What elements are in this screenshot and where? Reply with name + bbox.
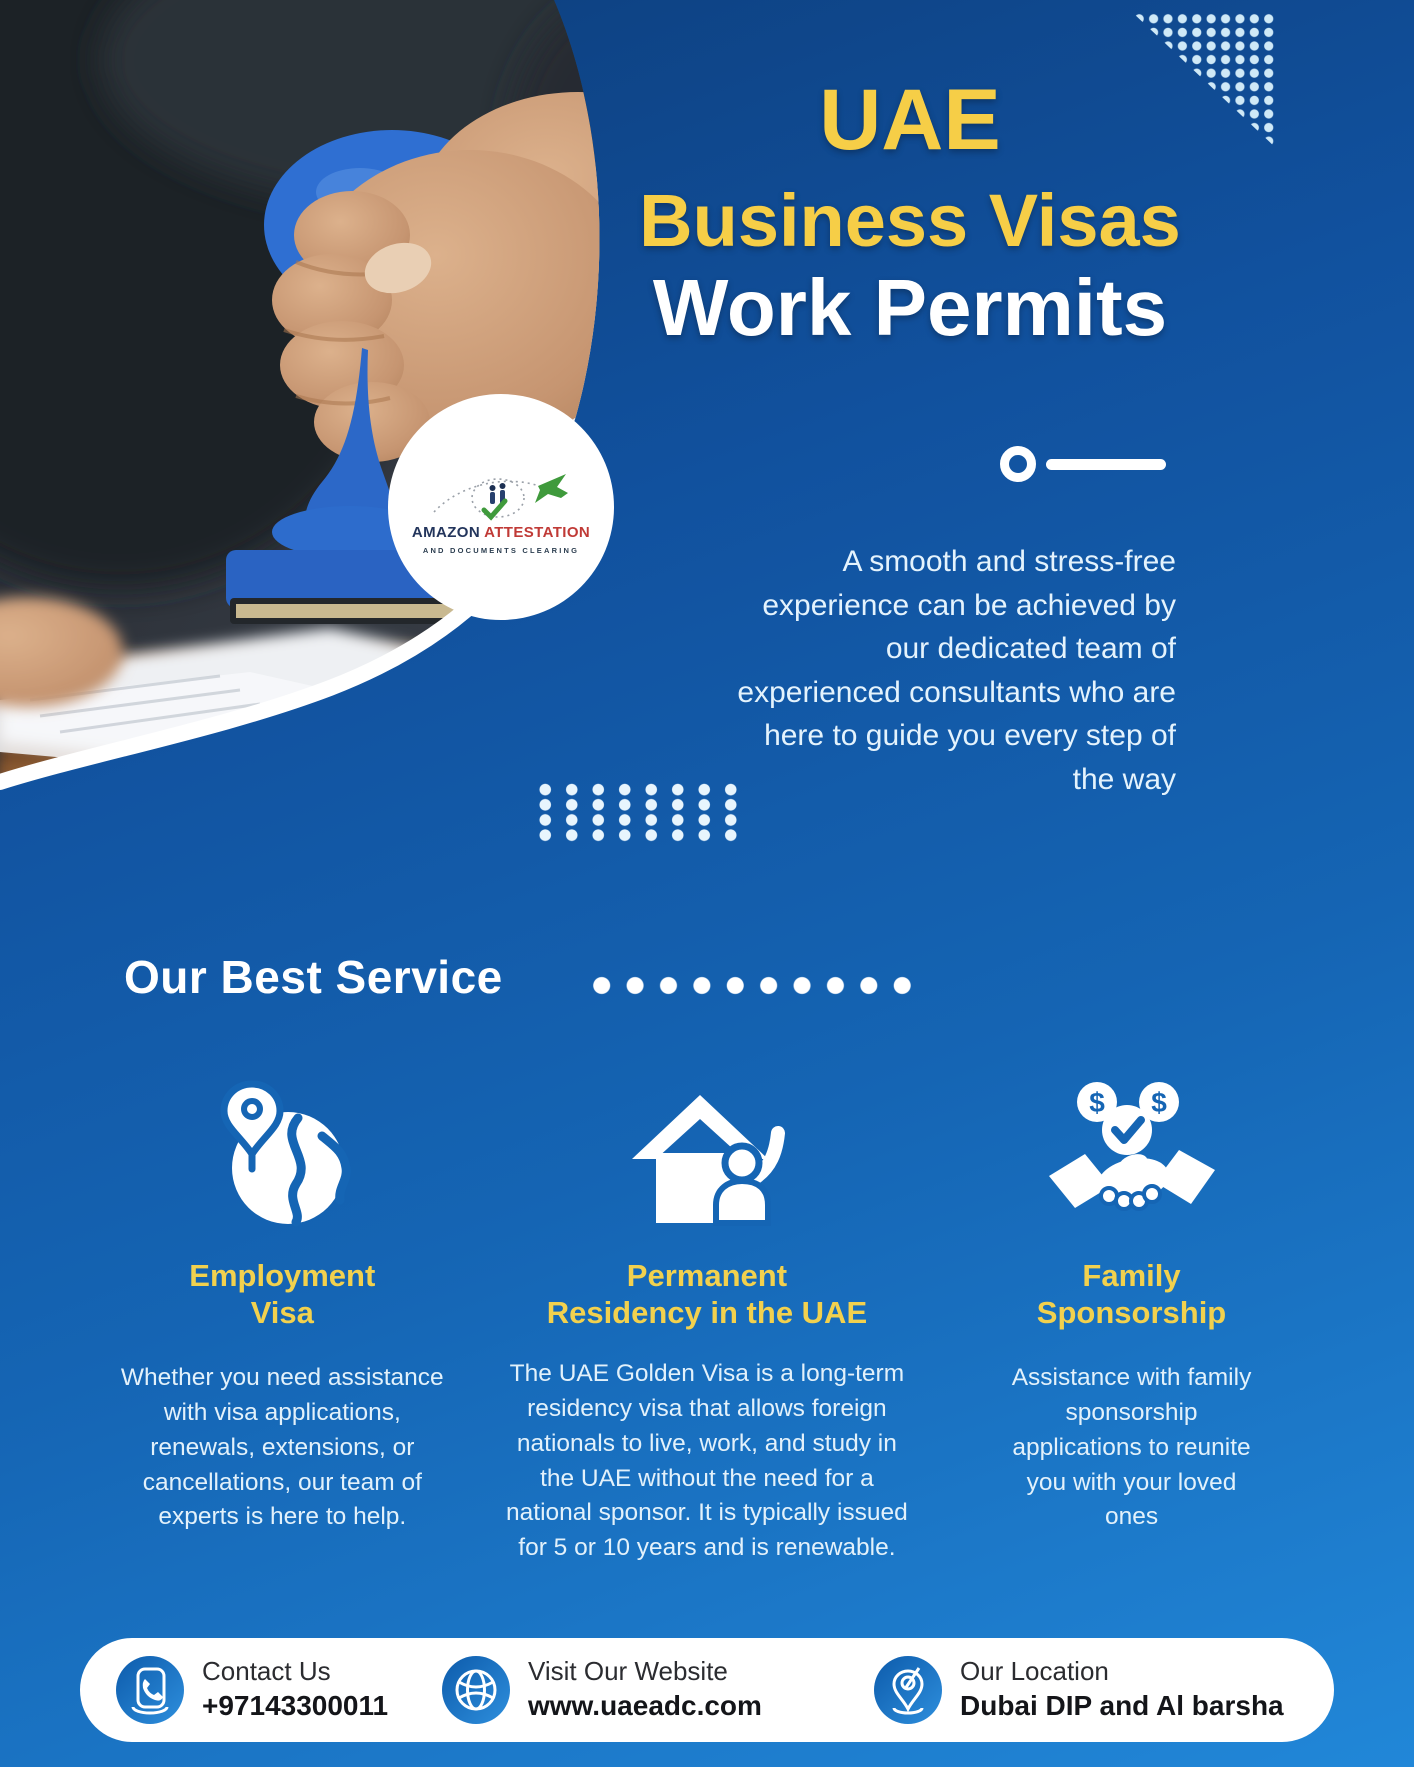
- contact-website[interactable]: [442, 1638, 762, 1742]
- service-family-sponsorship: [919, 1060, 1344, 1566]
- phone-icon: [116, 1656, 184, 1724]
- contact-label: Contact Us: [202, 1656, 331, 1687]
- logo-name: AMAZON ATTESTATION: [411, 523, 591, 541]
- globe-icon: [442, 1656, 510, 1724]
- handshake-money-icon: [1047, 1060, 1217, 1252]
- globe-location-icon: [202, 1060, 362, 1252]
- accent-line-decoration: [1000, 446, 1166, 482]
- location-text[interactable]: Dubai DIP and Al barsha: [960, 1690, 1284, 1722]
- phone-number[interactable]: +97143300011: [202, 1690, 389, 1722]
- poster-title: [602, 72, 1218, 353]
- stamp-photo: [0, 0, 660, 800]
- service-description: Whether you need assistance with visa applications, renewals, extensions, or cancellations, our team of experts is here to help.: [120, 1364, 444, 1531]
- services-section: [70, 1060, 1344, 1566]
- dot-grid-decoration: [532, 782, 744, 843]
- service-employment-visa: [70, 1060, 495, 1566]
- service-title: Permanent Residency in the UAE: [546, 1258, 868, 1330]
- contact-label: Our Location: [960, 1656, 1109, 1687]
- contact-label: Visit Our Website: [528, 1656, 728, 1687]
- service-permanent-residency: [495, 1060, 920, 1566]
- website-url[interactable]: www.uaeadc.com: [528, 1690, 762, 1722]
- contact-bar: [80, 1638, 1334, 1742]
- service-description: The UAE Golden Visa is a long-term residency visa that allows foreign nationals to live, work, and study in the UAE without the need for a national sponsor. It is typically issued for 5 or 10 years and is renewable.: [506, 1360, 908, 1562]
- contact-location[interactable]: [874, 1638, 1284, 1742]
- services-heading: Our Best Service: [124, 951, 503, 1003]
- logo-tagline: AND DOCUMENTS CLEARING: [422, 545, 580, 555]
- title-line-business-visas: Business Visas: [639, 179, 1181, 263]
- contact-phone[interactable]: [116, 1638, 388, 1742]
- location-pin-icon: [874, 1656, 942, 1724]
- travel-plane-logo-icon: [426, 460, 576, 522]
- home-person-icon: [622, 1060, 792, 1252]
- accent-bar: [1046, 459, 1166, 470]
- ring-icon: [1000, 446, 1036, 482]
- heading-dots-decoration: [585, 974, 919, 997]
- svg-text:$: $: [1088, 1087, 1105, 1118]
- service-description: Assistance with family sponsorship applications to reunite you with your loved ones: [1011, 1364, 1252, 1531]
- company-logo: [388, 394, 614, 620]
- title-line-uae: UAE: [819, 72, 1001, 168]
- svg-text:$: $: [1150, 1087, 1167, 1118]
- service-title: Family Sponsorship: [1036, 1258, 1227, 1330]
- intro-paragraph: A smooth and stress-free experience can be achieved by our dedicated team of experienced consultants who are here to guide you every step of the way: [737, 545, 1176, 796]
- service-title: Employment Visa: [189, 1258, 376, 1330]
- title-line-work-permits: Work Permits: [652, 263, 1168, 353]
